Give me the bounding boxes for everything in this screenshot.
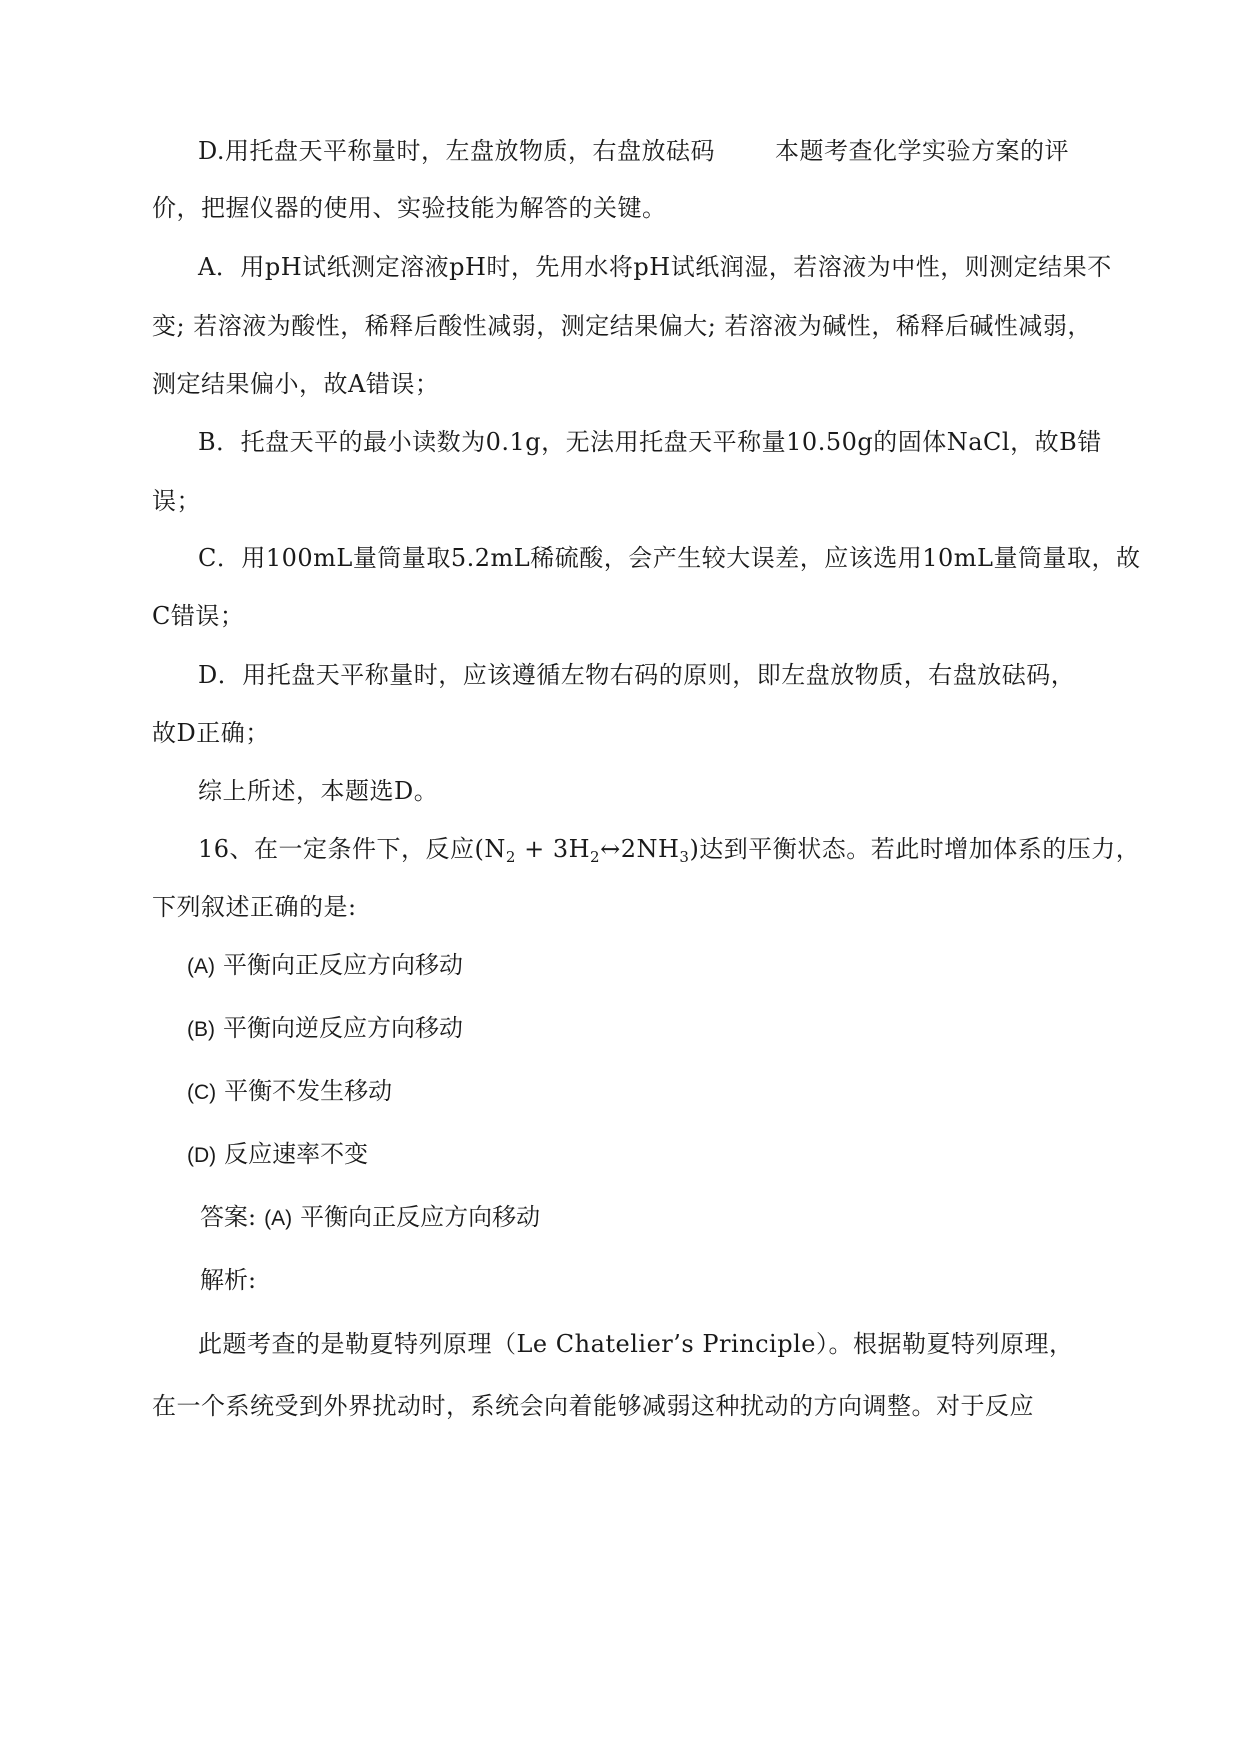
text-segment: 16、在一定条件下，反应(N [198,835,506,863]
option-c [187,1076,392,1108]
option-label: (D) [187,1144,217,1167]
question-16 [198,834,1140,872]
text-line-11: 故D正确； [152,719,270,747]
option-text: 平衡不发生移动 [224,1077,393,1105]
text-line-5: 测定结果偏小，故A错误； [152,370,440,398]
text-segment: D.用托盘天平称量时，左盘放物质，右盘放砝码 [198,137,716,165]
option-text: 反应速率不变 [224,1140,369,1168]
analysis-line-2: 在一个系统受到外界扰动时，系统会向着能够减弱这种扰动的方向调整。对于反应 [152,1392,1034,1420]
text-segment: ↔2NH [600,835,680,863]
text-segment: + 3H [515,835,591,863]
option-text: 平衡向逆反应方向移动 [223,1014,463,1042]
text-line-6: B．托盘天平的最小读数为0.1g，无法用托盘天平称量10.50g的固体NaCl，故B错 [198,428,1102,456]
option-d [187,1139,368,1171]
option-a [187,950,463,982]
text-line-8: C．用100mL量筒量取5.2mL稀硫酸，会产生较大误差，应该选用10mL量筒量取，故 [198,544,1141,572]
analysis-label: 解析: [200,1266,257,1294]
text-line-3: A．用pH试纸测定溶液pH时，先用水将pH试纸润湿，若溶液为中性，则测定结果不 [198,253,1112,281]
option-label: (B) [187,1018,215,1041]
answer-prefix: 答案: [200,1203,257,1231]
question-16-cont: 下列叙述正确的是: [152,893,357,921]
analysis-line-1: 此题考查的是勒夏特列原理（Le Chatelier’s Principle）。根据勒夏特列原理， [198,1330,1074,1358]
option-b [187,1013,463,1045]
summary-line: 综上所述，本题选D。 [198,777,439,805]
text-line-7: 误； [152,487,201,515]
answer-label: (A) [264,1207,293,1230]
subscript: 2 [505,848,516,866]
answer-line [200,1202,540,1234]
text-segment: 本题考查化学实验方案的评 [775,137,1070,165]
option-label: (A) [187,955,215,978]
option-text: 平衡向正反应方向移动 [223,951,463,979]
subscript: 2 [590,848,601,866]
text-line-4: 变; 若溶液为酸性，稀释后酸性减弱，测定结果偏大; 若溶液为碱性，稀释后碱性减弱， [152,312,1092,340]
subscript: 3 [679,848,690,866]
answer-text: 平衡向正反应方向移动 [300,1203,541,1231]
text-line-1 [198,136,1069,166]
text-line-10: D．用托盘天平称量时，应该遵循左物右码的原则，即左盘放物质，右盘放砝码， [198,661,1076,689]
option-label: (C) [187,1081,217,1104]
text-line-9: C错误； [152,602,245,630]
text-segment: )达到平衡状态。若此时增加体系的压力， [689,835,1141,863]
text-line-2: 价，把握仪器的使用、实验技能为解答的关键。 [152,194,667,222]
